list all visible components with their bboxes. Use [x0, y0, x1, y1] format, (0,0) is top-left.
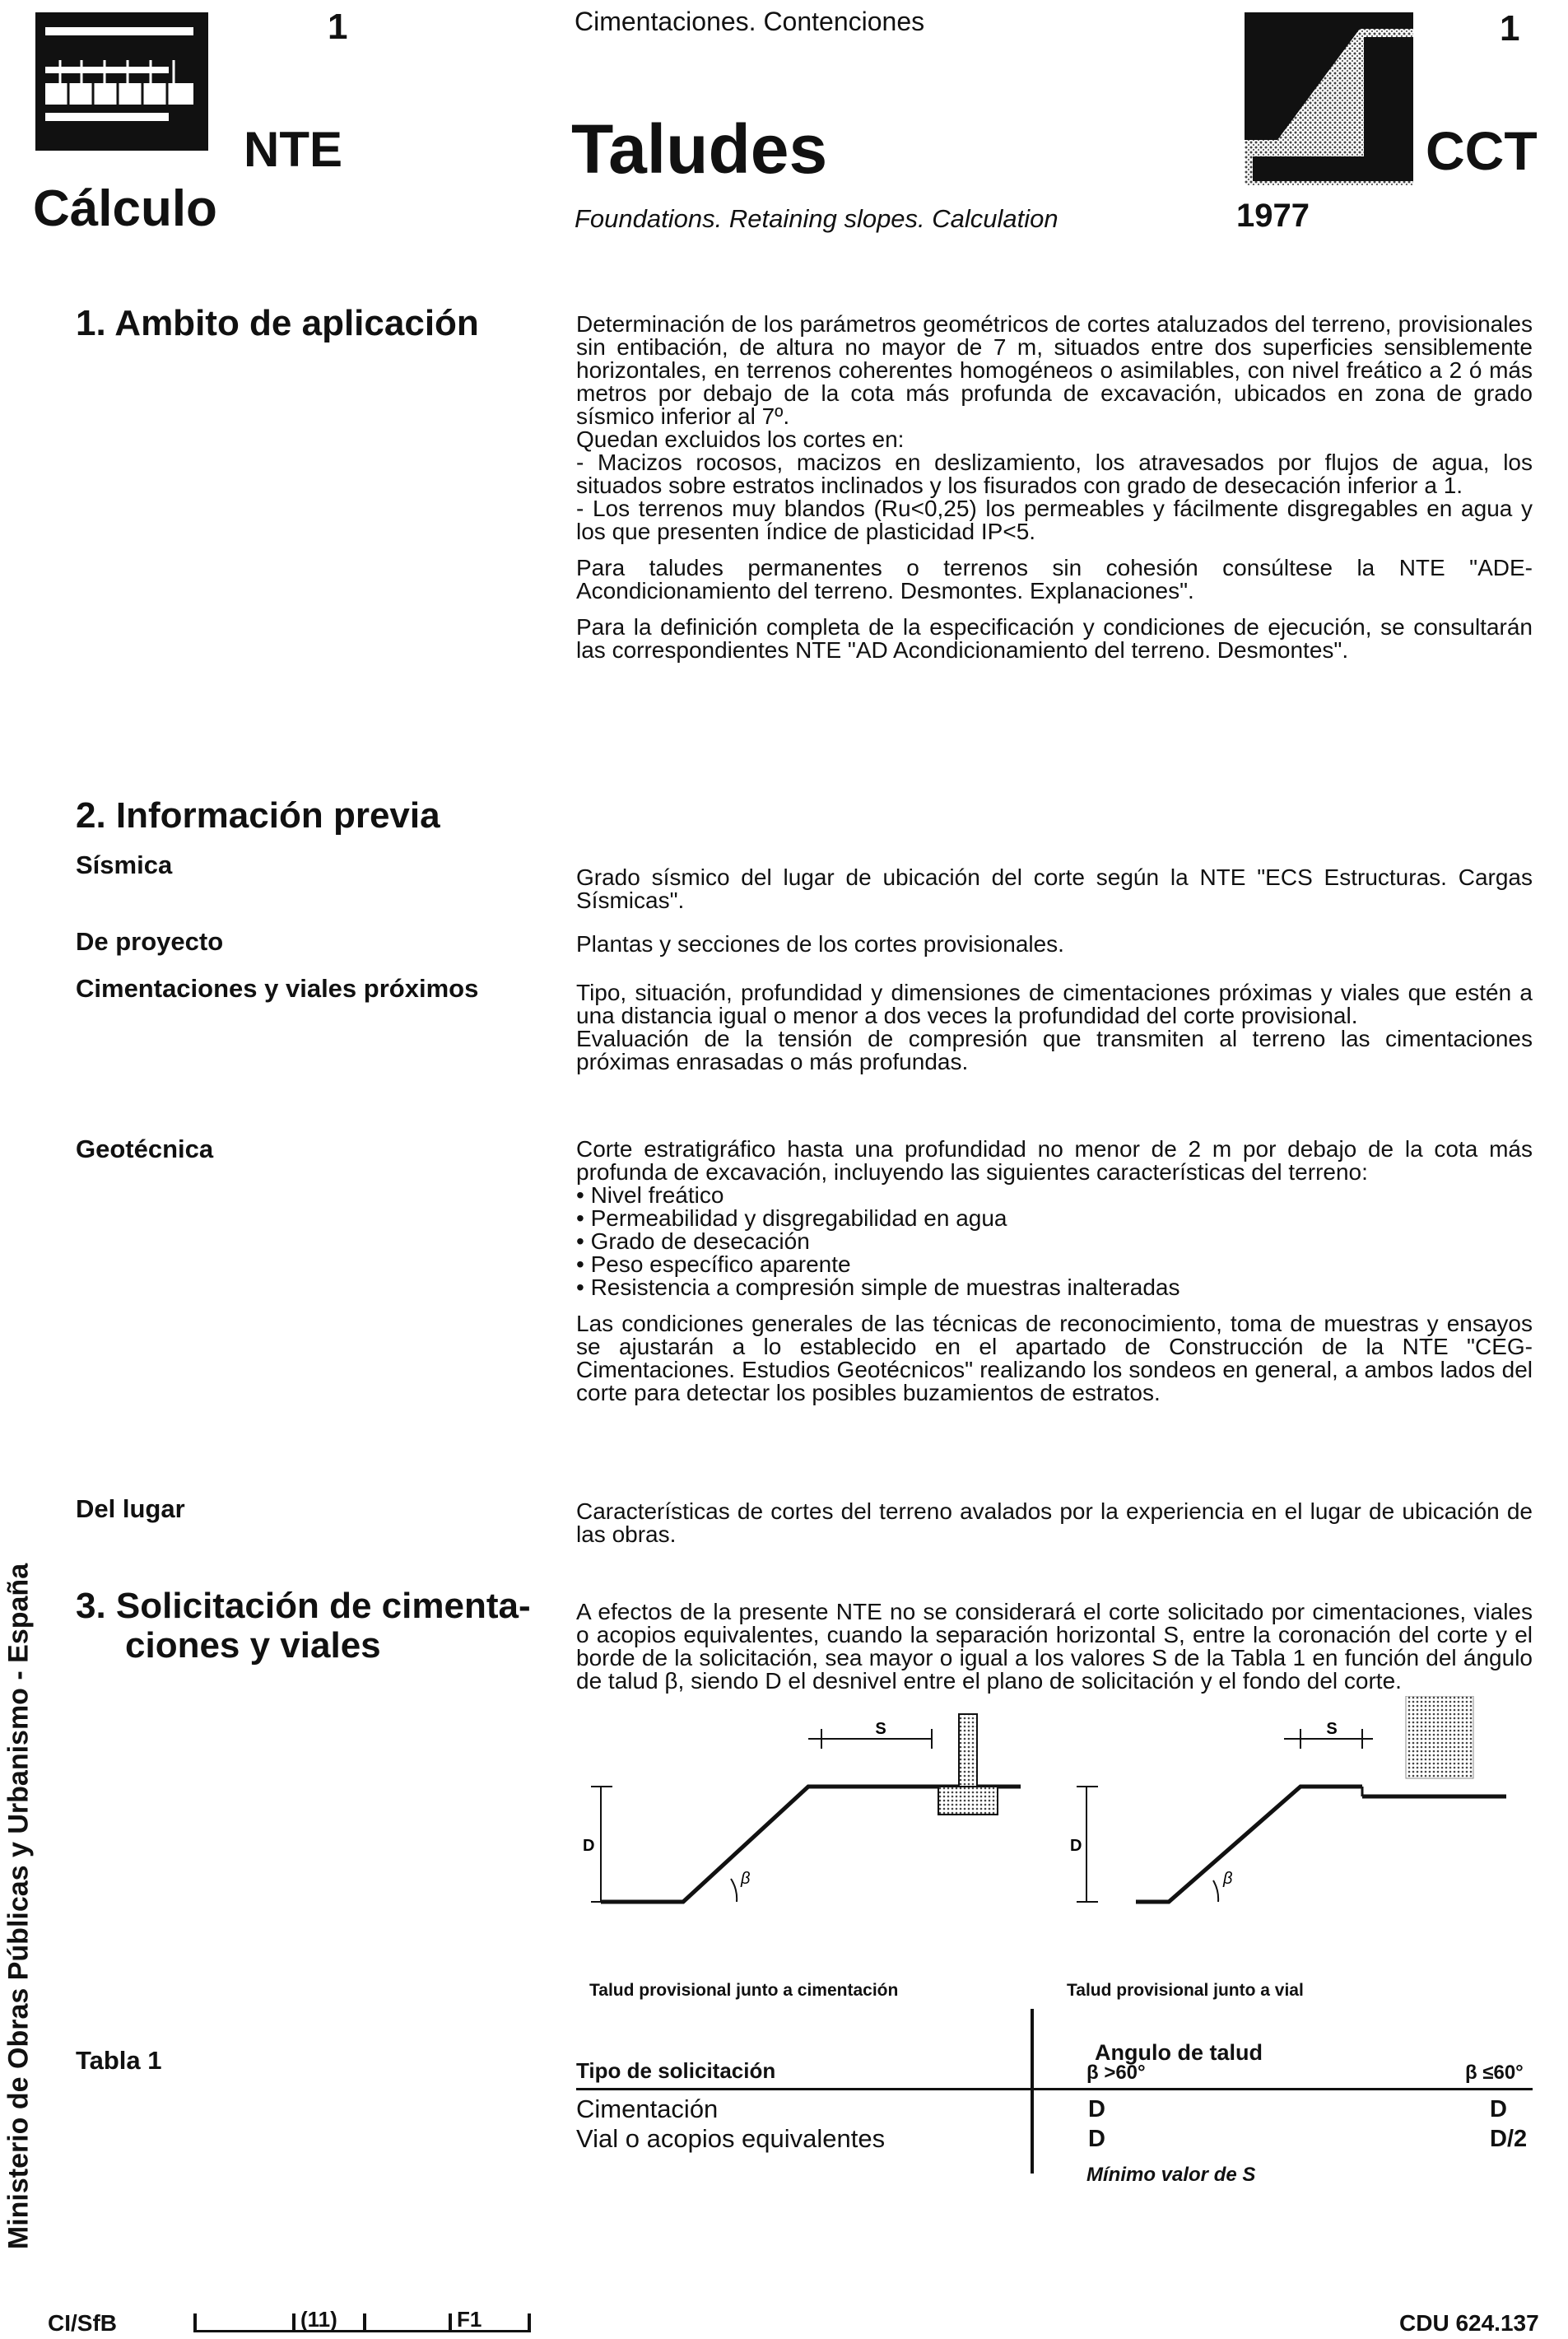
list-item: • Grado de desecación — [576, 1228, 810, 1254]
scope-paragraph: Determinación de los parámetros geométricos de cortes ataluzados del terreno, provisionales sin entibación, de altura no mayor de 7 m, situados entre dos superficies sensiblemente horizontales, en terrenos coherentes homogéneos o asimilables, con nivel freático a 2 ó más metros por debajo de la cota más profunda de excavación, ubicados en zona de grado sísmico inferior al 7º. — [576, 311, 1533, 429]
figure-caption-foundation: Talud provisional junto a cimentación — [589, 1981, 899, 2000]
geotecnica-text — [576, 1138, 1533, 1409]
slope-diagram-foundation — [576, 1696, 1037, 1943]
box-tick — [449, 2313, 452, 2332]
geotecnica-text-2: Las condiciones generales de las técnicas de reconocimiento, toma de muestras y ensayos se ajustarán a lo establecido en el apartado de Construcción de la NTE "CEG-Cimentaciones. Estudios Geotécnicos" realizando los sondeos en general, a ambos lados del corte para detectar los posibles buzamientos de estratos. — [576, 1311, 1533, 1405]
table-header-angulo: Angulo de talud — [1095, 2040, 1263, 2065]
lugar-label: Del lugar — [76, 1494, 185, 1523]
ministry-side-text: Ministerio de Obras Públicas y Urbanismo - España — [2, 1563, 35, 2250]
section-1-title: 1. Ambito de aplicación — [76, 303, 479, 343]
cisfb-cell-3: F1 — [457, 2307, 482, 2332]
proyecto-text: Plantas y secciones de los cortes provisionales. — [576, 931, 1064, 957]
nte-logo — [35, 12, 208, 151]
cct-logo — [1245, 12, 1413, 185]
table-cell-gt60: D — [1088, 2126, 1105, 2152]
table-1 — [576, 2009, 1533, 2186]
cimentaciones-label: Cimentaciones y viales próximos — [76, 974, 479, 1003]
table-cell-le60: D/2 — [1490, 2126, 1528, 2152]
table-cell-gt60: D — [1088, 2096, 1105, 2122]
list-item: • Peso específico aparente — [576, 1251, 851, 1277]
cdu-label: CDU 624.137 — [1399, 2310, 1539, 2336]
header-left-number: 1 — [328, 7, 348, 47]
list-item: • Permeabilidad y disgregabilidad en agua — [576, 1205, 1007, 1231]
box-tick — [292, 2313, 295, 2332]
figure-label-d: D — [583, 1837, 595, 1855]
box-tick — [193, 2313, 197, 2332]
english-subtitle: Foundations. Retaining slopes. Calculation — [575, 204, 1059, 233]
table-cell-le60: D — [1490, 2096, 1507, 2122]
header-right-number: 1 — [1500, 8, 1520, 49]
section-3-title — [76, 1587, 531, 1666]
cisfb-boxes — [193, 2305, 539, 2333]
section-1-body — [576, 313, 1533, 667]
figure-caption-road: Talud provisional junto a vial — [1067, 1981, 1304, 2000]
geotecnica-label: Geotécnica — [76, 1135, 214, 1163]
table-label: Tabla 1 — [76, 2046, 162, 2075]
nte-label: NTE — [244, 122, 342, 177]
table-row — [576, 2124, 1533, 2154]
section-2-title: 2. Información previa — [76, 795, 440, 836]
table-header-gt60: β >60° — [1086, 2062, 1146, 2084]
figure-label-s: S — [1326, 1720, 1338, 1738]
page-title: Taludes — [571, 110, 828, 188]
geotecnica-list — [576, 1184, 1533, 1299]
figure-label-beta: β — [741, 1870, 751, 1888]
figure-label-d: D — [1070, 1837, 1082, 1855]
box-tick — [528, 2313, 531, 2332]
table-cell-tipo: Cimentación — [576, 2094, 719, 2123]
list-item: • Resistencia a compresión simple de muestras inalteradas — [576, 1274, 1180, 1300]
box-tick — [363, 2313, 366, 2332]
specification-note: Para la definición completa de la especificación y condiciones de ejecución, se consultarán las correspondientes NTE "AD Acondicionamiento del terreno. Desmontes". — [576, 614, 1533, 663]
table-row — [576, 2094, 1533, 2124]
table-header-rule — [576, 2088, 1533, 2090]
cimentaciones-text — [576, 981, 1533, 1079]
cimentaciones-text-2: Evaluación de la tensión de compresión que transmiten al terreno las cimentaciones próximas enrasadas o más profundas. — [576, 1026, 1533, 1074]
calculo-label: Cálculo — [33, 180, 217, 237]
table-header-le60: β ≤60° — [1465, 2062, 1524, 2084]
table-header-tipo: Tipo de solicitación — [576, 2058, 776, 2083]
table-footer: Mínimo valor de S — [1086, 2164, 1256, 2186]
section-3-title-line-2: ciones y viales — [125, 1625, 381, 1666]
cisfb-cell-2: (11) — [300, 2307, 337, 2332]
section-3-title-line-1: 3. Solicitación de cimenta- — [76, 1586, 531, 1626]
sismica-label: Sísmica — [76, 850, 173, 879]
exclusion-item-2: - Los terrenos muy blandos (Ru<0,25) los permeables y fácilmente disgregables en agua y los que presenten índice de plasticidad IP<5. — [576, 496, 1533, 544]
lugar-text: Características de cortes del terreno avalados por la experiencia en el lugar de ubicación de las obras. — [576, 1498, 1533, 1547]
exclusion-item-1: - Macizos rocosos, macizos en deslizamiento, los atravesados por flujos de agua, los situados sobre estratos inclinados y los fisurados con grado de desecación inferior a 1. — [576, 450, 1533, 498]
list-item: • Nivel freático — [576, 1182, 724, 1208]
proyecto-label: De proyecto — [76, 927, 224, 956]
geotecnica-text-1: Corte estratigráfico hasta una profundidad no menor de 2 m por debajo de la cota más profunda de excavación, incluyendo las siguientes características del terreno: — [576, 1136, 1533, 1185]
year-label: 1977 — [1236, 198, 1310, 234]
figure-label-s: S — [875, 1720, 886, 1738]
cisfb-label: CI/SfB — [48, 2310, 117, 2336]
sismica-text: Grado sísmico del lugar de ubicación del corte según la NTE "ECS Estructuras. Cargas Sísmicas". — [576, 864, 1533, 913]
category-label: Cimentaciones. Contenciones — [575, 7, 925, 36]
table-cell-tipo: Vial o acopios equivalentes — [576, 2124, 886, 2153]
exclusions-intro: Quedan excluidos los cortes en: — [576, 426, 905, 452]
slope-diagram-road — [1062, 1696, 1523, 1943]
permanent-slopes-note: Para taludes permanentes o terrenos sin cohesión consúltese la NTE "ADE-Acondicionamiento del terreno. Desmontes. Explanaciones". — [576, 555, 1533, 603]
figure-label-beta: β — [1223, 1870, 1233, 1888]
section-3-text: A efectos de la presente NTE no se considerará el corte solicitado por cimentaciones, viales o acopios equivalentes, cuando la separación horizontal S, entre la coronación del corte y el borde de la solicitación, sea mayor o igual a los valores S de la Tabla 1 en función del ángulo de talud β, siendo D el desnivel entre el plano de solicitación y el fondo del corte. — [576, 1599, 1533, 1694]
cimentaciones-text-1: Tipo, situación, profundidad y dimensiones de cimentaciones próximas y viales que estén a una distancia igual o menor a dos veces la profundidad del corte provisional. — [576, 980, 1533, 1028]
cct-code: CCT — [1426, 120, 1538, 181]
